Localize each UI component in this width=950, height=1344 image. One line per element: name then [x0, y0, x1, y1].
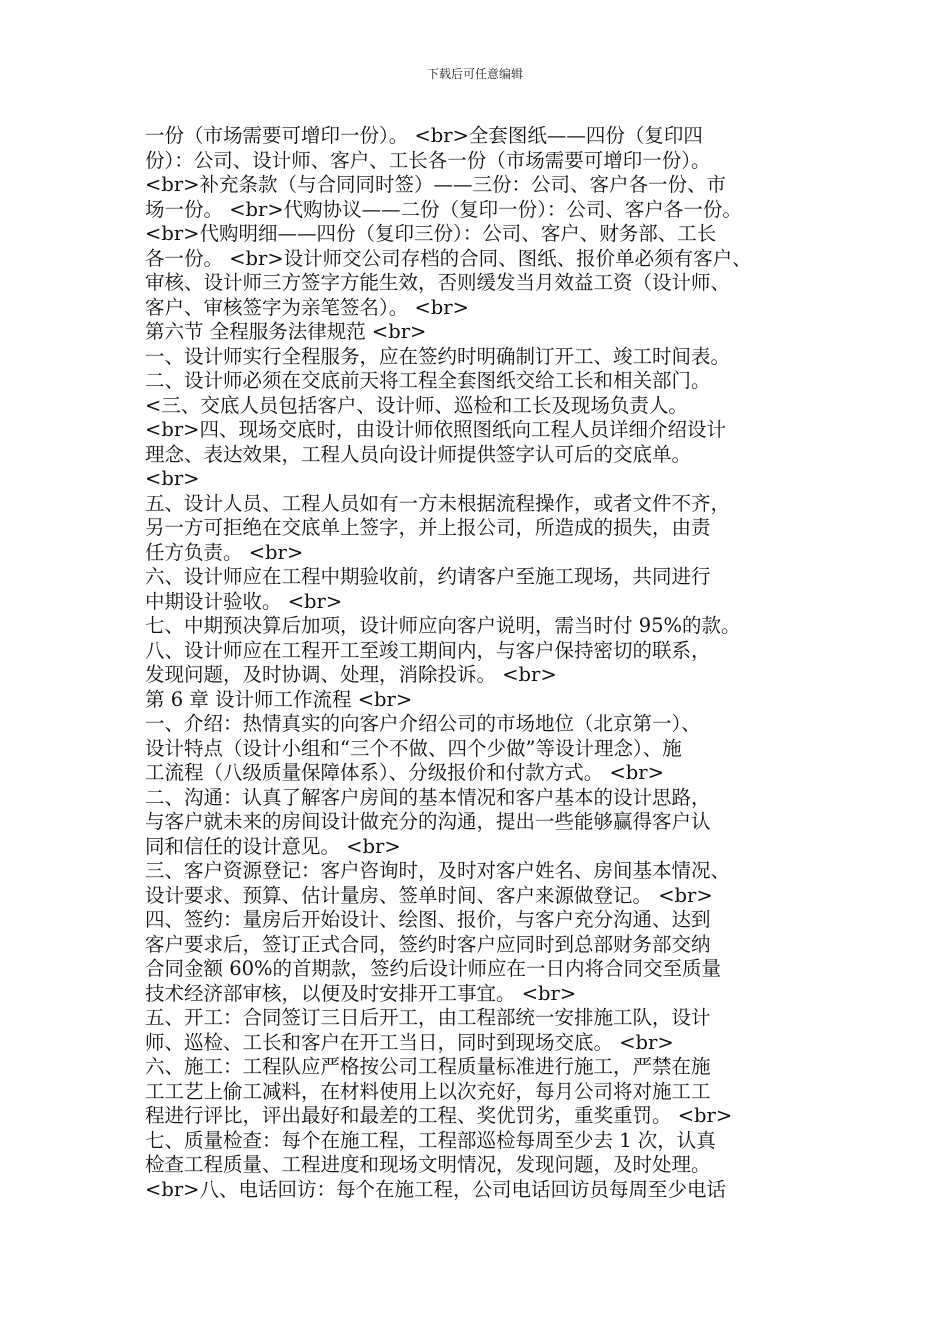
- text-line: 设计要求、预算、估计量房、签单时间、客户来源做登记。 <br>: [145, 883, 713, 907]
- text-line: 八、设计师应在工程开工至竣工期间内，与客户保持密切的联系，: [145, 638, 711, 662]
- text-line: 一、设计师实行全程服务，应在签约时明确制订开工、竣工时间表。: [145, 344, 731, 368]
- section-heading: 第六节 全程服务法律规范 <br>: [145, 320, 427, 343]
- text-line: 七、质量检查：每个在施工程，工程部巡检每周至少去 1 次，认真: [145, 1128, 716, 1152]
- text-line: 七、中期预决算后加项，设计师应向客户说明，需当时付 95%的款。: [145, 614, 741, 637]
- text-line: 程进行评比，评出最好和最差的工程、奖优罚劣，重奖重罚。 <br>: [145, 1104, 733, 1127]
- text-line: 师、巡检、工长和客户在开工当日，同时到现场交底。 <br>: [145, 1030, 674, 1054]
- text-line: 另一方可拒绝在交底单上签字，并上报公司，所造成的损失，由责: [145, 516, 711, 539]
- text-line: 四、签约：量房后开始设计、绘图、报价，与客户充分沟通、达到: [145, 908, 711, 931]
- text-line: 二、设计师必须在交底前天将工程全套图纸交给工长和相关部门。: [145, 369, 711, 392]
- text-line: <br>八、电话回访：每个在施工程，公司电话回访员每周至少电话: [145, 1177, 726, 1201]
- text-line: <br>代购明细——四份（复印三份）：公司、客户、财务部、工长: [145, 222, 717, 245]
- text-line: 发现问题，及时协调、处理，消除投诉。 <br>: [145, 663, 557, 686]
- chapter-heading: 第 6 章 设计师工作流程 <br>: [145, 687, 413, 711]
- text-line: 五、设计人员、工程人员如有一方未根据流程操作，或者文件不齐，: [145, 491, 731, 515]
- text-line: 一、介绍：热情真实的向客户介绍公司的市场地位（北京第一）、: [145, 712, 701, 735]
- text-line: 理念、表达效果，工程人员向设计师提供签字认可后的交底单。: [145, 442, 692, 466]
- text-line: 同和信任的设计意见。 <br>: [145, 834, 401, 858]
- text-line: <br>补充条款（与合同同时签）——三份：公司、客户各一份、市: [145, 173, 726, 196]
- text-line: 客户、审核签字为亲笔签名）。 <br>: [145, 295, 469, 319]
- document-body: [145, 124, 805, 1202]
- page-header: 下载后可任意编辑: [426, 67, 523, 81]
- text-line: 份）：公司、设计师、客户、工长各一份（市场需要可增印一份）。: [145, 148, 711, 172]
- text-line: 工工艺上偷工减料，在材料使用上以次充好，每月公司将对施工工: [145, 1079, 711, 1103]
- text-line: 场一份。 <br>代购协议——二份（复印一份）：公司、客户各一份。: [145, 197, 742, 221]
- text-line: 设计特点（设计小组和“三个不做、四个少做”等设计理念）、施: [145, 736, 682, 760]
- text-line: 六、施工：工程队应严格按公司工程质量标准进行施工，严禁在施: [145, 1055, 711, 1078]
- text-line: 六、设计师应在工程中期验收前，约请客户至施工现场，共同进行: [145, 565, 711, 588]
- text-line: 工流程（八级质量保障体系）、分级报价和付款方式。 <br>: [145, 761, 664, 784]
- text-line: 五、开工：合同签订三日后开工，由工程部统一安排施工队，设计: [145, 1006, 711, 1029]
- text-line: <br>: [145, 467, 200, 490]
- text-line: 检查工程质量、工程进度和现场文明情况，发现问题，及时处理。: [145, 1153, 711, 1176]
- text-line: <br>四、现场交底时，由设计师依照图纸向工程人员详细介绍设计: [145, 418, 726, 441]
- text-line: 三、客户资源登记：客户咨询时，及时对客户姓名、房间基本情况、: [145, 859, 731, 882]
- text-line: 与客户就未来的房间设计做充分的沟通，提出一些能够赢得客户认: [145, 810, 711, 833]
- text-line: 技术经济部审核，以便及时安排开工事宜。 <br>: [145, 981, 577, 1005]
- text-line: <三、交底人员包括客户、设计师、巡检和工长及现场负责人。: [145, 393, 688, 417]
- text-line: 中期设计验收。 <br>: [145, 589, 343, 613]
- text-line: 客户要求后，签订正式合同，签约时客户应同时到总部财务部交纳: [145, 932, 711, 956]
- text-line: 任方负责。 <br>: [145, 540, 304, 564]
- text-line: 二、沟通：认真了解客户房间的基本情况和客户基本的设计思路，: [145, 785, 711, 809]
- text-line: 一份（市场需要可增印一份）。 <br>全套图纸——四份（复印四: [145, 124, 703, 147]
- text-line: 各一份。 <br>设计师交公司存档的合同、图纸、报价单必须有客户、: [145, 246, 752, 270]
- text-line: 合同金额 60%的首期款，签约后设计师应在一日内将合同交至质量: [145, 957, 722, 980]
- text-line: 审核、设计师三方签字方能生效，否则缓发当月效益工资（设计师、: [145, 271, 731, 294]
